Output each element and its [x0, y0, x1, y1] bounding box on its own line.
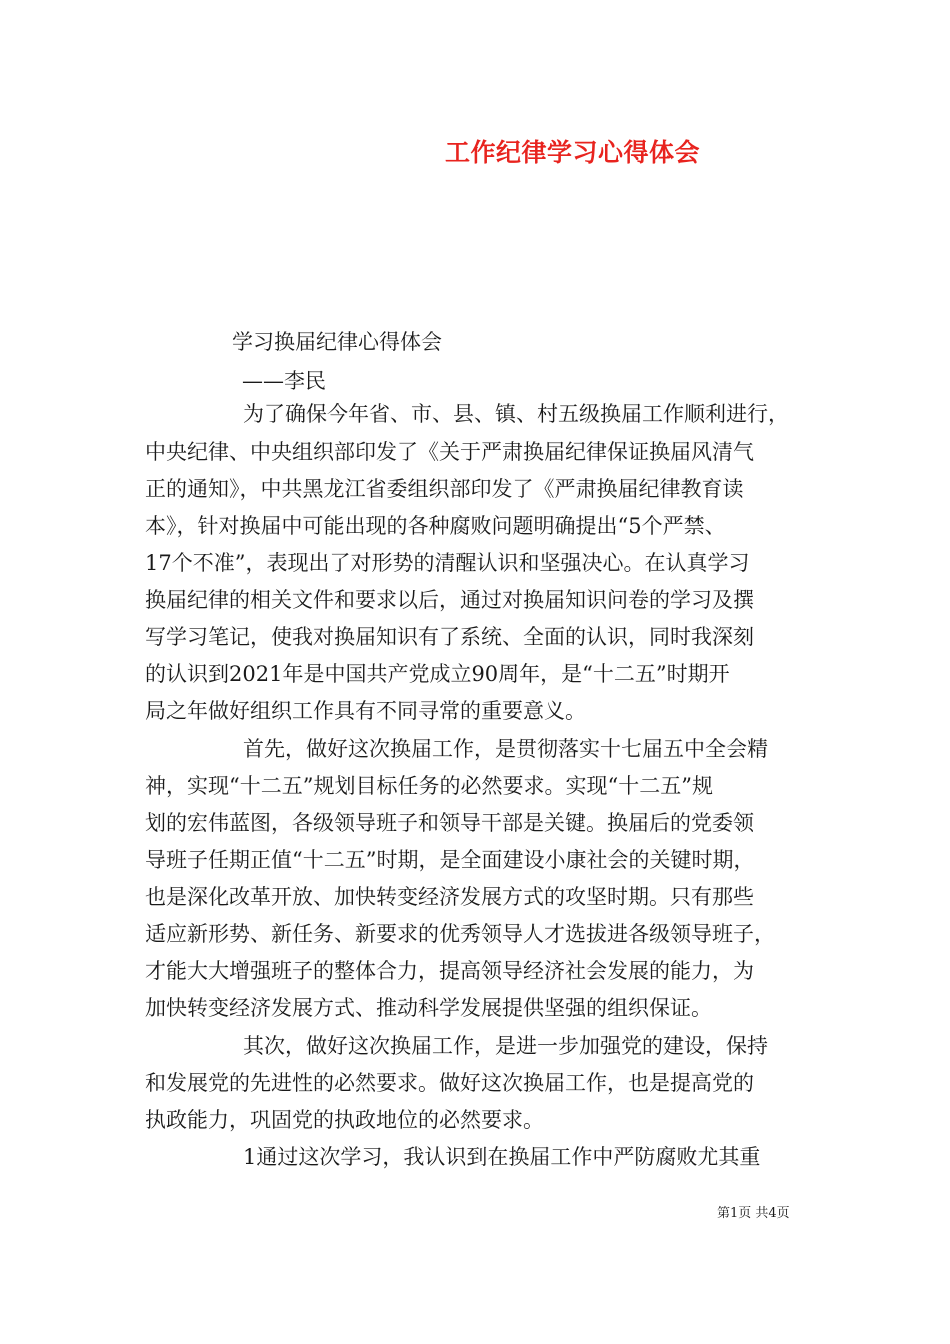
text-line: 加快转变经济发展方式、推动科学发展提供坚强的组织保证。: [145, 996, 712, 1020]
text-line: 正的通知》，中共黑龙江省委组织部印发了《严肃换届纪律教育读: [145, 477, 744, 501]
text-line: 换届纪律的相关文件和要求以后，通过对换届知识问卷的学习及撰: [145, 588, 754, 612]
document-title: 工作纪律学习心得体会: [445, 138, 701, 167]
text-line: 的认识到2021年是中国共产党成立90周年，是“十二五”时期开: [145, 662, 730, 686]
text-line: 17个不准”，表现出了对形势的清醒认识和坚强决心。在认真学习: [145, 551, 750, 575]
text-line: 和发展党的先进性的必然要求。做好这次换届工作，也是提高党的: [145, 1071, 754, 1095]
text-line: 导班子任期正值“十二五”时期，是全面建设小康社会的关键时期，: [145, 848, 755, 872]
text-line: 其次，做好这次换届工作，是进一步加强党的建设，保持: [243, 1034, 768, 1058]
text-line: 中央纪律、中央组织部印发了《关于严肃换届纪律保证换届风清气: [145, 440, 754, 464]
text-line: 划的宏伟蓝图，各级领导班子和领导干部是关键。换届后的党委领: [145, 811, 754, 835]
page-footer: 第1页 共4页: [717, 1206, 790, 1221]
text-line: 才能大大增强班子的整体合力，提高领导经济社会发展的能力，为: [145, 959, 754, 983]
text-line: 写学习笔记，使我对换届知识有了系统、全面的认识，同时我深刻: [145, 625, 754, 649]
text-line: 为了确保今年省、市、县、镇、村五级换届工作顺利进行，: [243, 402, 789, 426]
text-line: 适应新形势、新任务、新要求的优秀领导人才选拔进各级领导班子，: [145, 922, 775, 946]
text-line: 神，实现“十二五”规划目标任务的必然要求。实现“十二五”规: [145, 774, 713, 798]
text-line: 也是深化改革开放、加快转变经济发展方式的攻坚时期。只有那些: [145, 885, 754, 909]
text-line: 执政能力，巩固党的执政地位的必然要求。: [145, 1108, 544, 1132]
text-line: 本》，针对换届中可能出现的各种腐败问题明确提出“5个严禁、: [145, 514, 726, 538]
text-line: 局之年做好组织工作具有不同寻常的重要意义。: [145, 699, 586, 723]
text-line: 首先，做好这次换届工作，是贯彻落实十七届五中全会精: [243, 737, 768, 761]
text-line: 1通过这次学习，我认识到在换届工作中严防腐败尤其重: [243, 1145, 761, 1169]
document-subtitle: 学习换届纪律心得体会: [232, 330, 442, 354]
document-author: ——李民: [242, 369, 326, 393]
